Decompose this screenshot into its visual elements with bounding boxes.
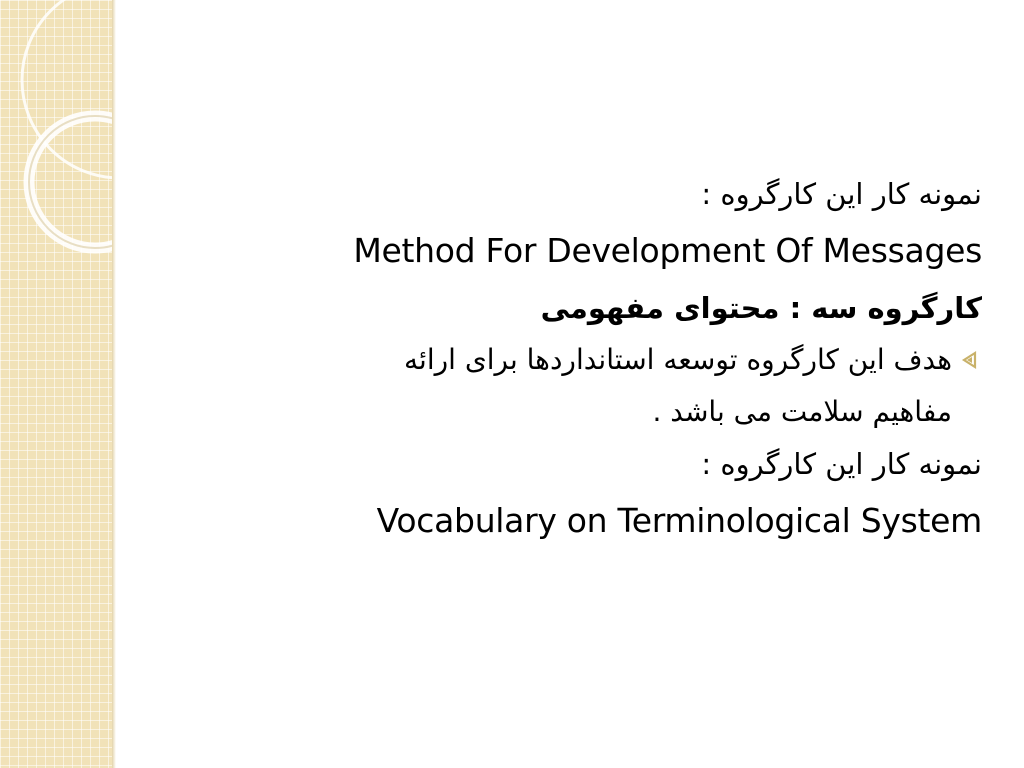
workgroup-three-heading: کارگروه سه : محتوای مفهومی	[540, 291, 982, 325]
method-title: Method For Development Of Messages	[353, 231, 982, 270]
decorative-side-panel	[0, 0, 112, 768]
slide-body	[180, 168, 982, 552]
bullet-line-2: مفاهیم سلامت می باشد .	[652, 395, 952, 428]
vocabulary-title: Vocabulary on Terminological System	[376, 501, 982, 540]
decorative-rings	[0, 0, 112, 320]
bullet-item-goal	[180, 334, 982, 438]
bullet-line-1: هدف این کارگروه توسعه استانداردها برای ارائه	[404, 343, 952, 376]
bullet-text	[180, 334, 952, 438]
sample-work-heading-1: نمونه کار این کارگروه :	[701, 177, 982, 211]
side-panel-edge	[112, 0, 116, 768]
sample-work-heading-2: نمونه کار این کارگروه :	[701, 447, 982, 481]
hollow-arrow-bullet-icon	[960, 350, 980, 370]
